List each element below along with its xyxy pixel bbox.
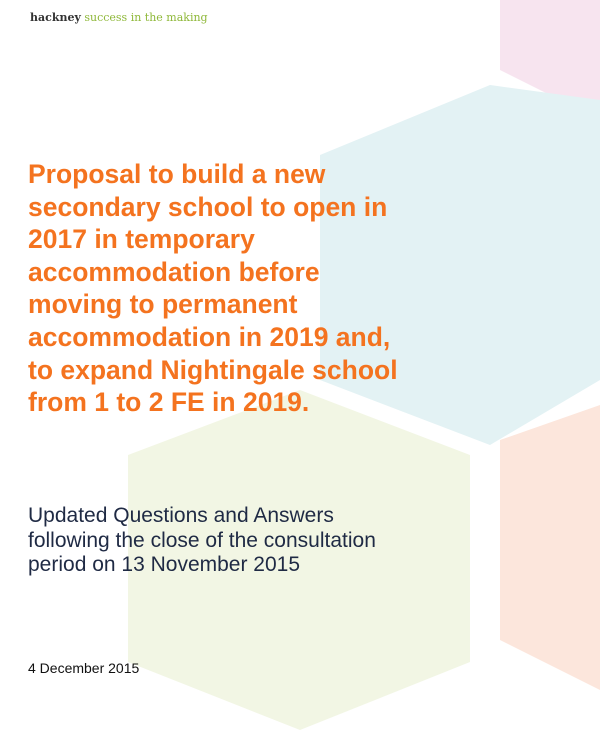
document-subtitle: Updated Questions and Answers following the close of the consultation period on 13 November 2015 [28,504,376,576]
hackney-logo [30,11,208,25]
document-date: 4 December 2015 [28,660,140,676]
brand-name: hackney [30,11,81,24]
pink-hexagon-shape [500,0,600,100]
document-title: Proposal to build a new secondary school to open in 2017 in temporary accommodation before moving to permanent accommodation in 2019 and, to expand Nightingale school from 1 to 2 FE in 2019. [28,159,398,418]
brand-tagline: success in the making [84,11,208,24]
